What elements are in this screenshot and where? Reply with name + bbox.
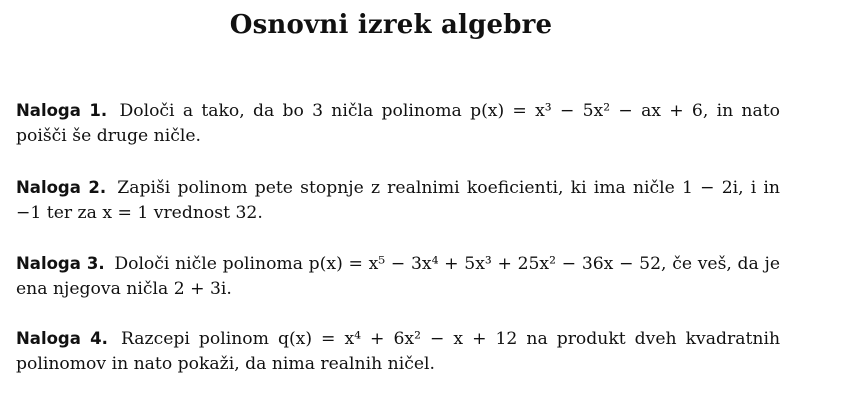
task-2-text: Zapiši polinom pete stopnje z realnimi koeficienti, ki ima ničle 1 − 2i, i in −1 ter za x = 1 vrednost 32. xyxy=(16,178,781,223)
task-2-label: Naloga 2. xyxy=(16,178,107,197)
page-title: Osnovni izrek algebre xyxy=(229,10,553,40)
task-3 xyxy=(16,251,780,302)
task-4-text: Razcepi polinom q(x) = x⁴ + 6x² − x + 12 na produkt dveh kvadratnih polinomov in nato pokaži, da nima realnih ničel. xyxy=(16,329,781,374)
task-1-text: Določi a tako, da bo 3 ničla polinoma p(x) = x³ − 5x² − ax + 6, in nato poišči še druge ničle. xyxy=(16,101,780,146)
task-4 xyxy=(16,326,780,377)
task-3-label: Naloga 3. xyxy=(16,254,105,273)
task-2 xyxy=(16,175,780,226)
task-1 xyxy=(16,98,780,149)
task-4-label: Naloga 4. xyxy=(16,329,108,348)
task-3-text: Določi ničle polinoma p(x) = x⁵ − 3x⁴ + 5x³ + 25x² − 36x − 52, če veš, da je ena njegova ničla 2 + 3i. xyxy=(16,254,781,299)
task-1-label: Naloga 1. xyxy=(16,101,108,120)
